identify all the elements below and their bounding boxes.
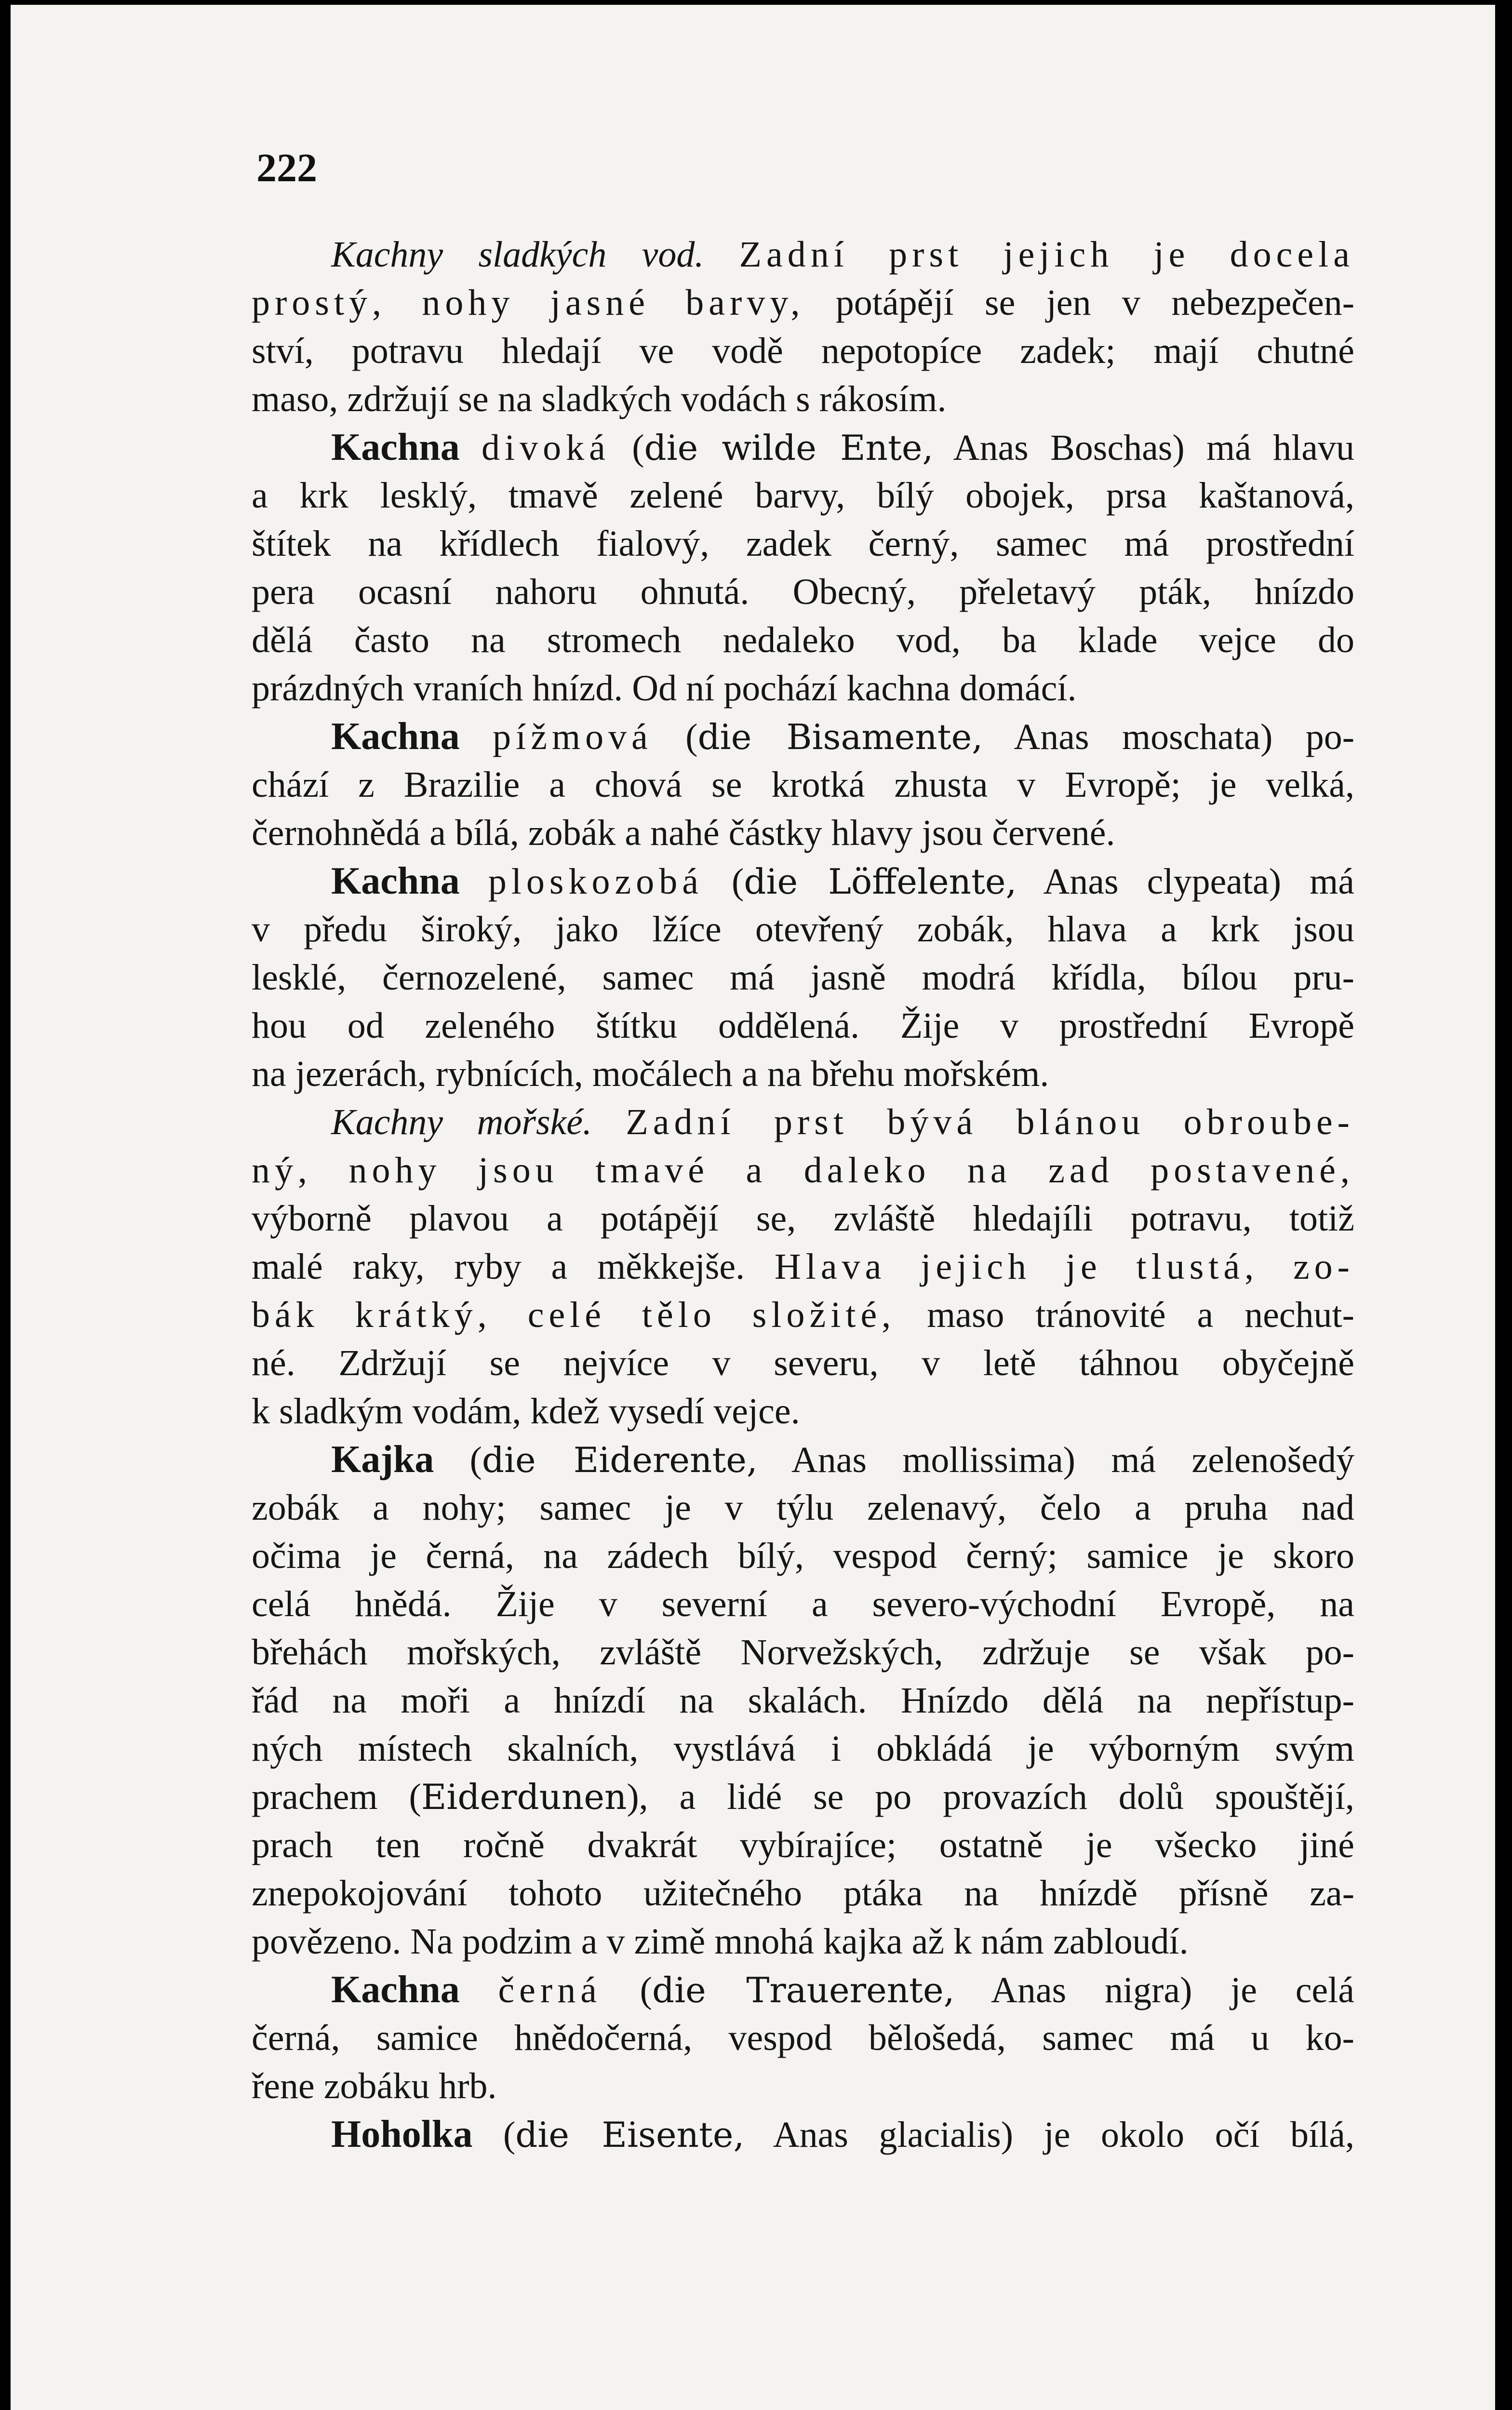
text-run: zobák a nohy; samec je v týlu zelenavý, čelo a pruha nad <box>252 1487 1354 1528</box>
text-run: maso tránovité a nechut- <box>896 1295 1354 1335</box>
text-line <box>252 761 1354 809</box>
text-line <box>252 1194 1354 1243</box>
text-run: Zadní prst jejich je docela <box>739 234 1354 275</box>
text-run: Anas nigra) je celá <box>954 1970 1354 2010</box>
text-run: divoká <box>482 428 610 468</box>
text-run: ných místech skalních, vystlává i obkládá je výborným svým <box>252 1728 1354 1769</box>
text-run: die Löffelente, <box>744 861 1017 902</box>
text-run: dělá často na stromech nedaleko vod, ba klade vejce do <box>252 620 1354 660</box>
text-line <box>252 857 1354 905</box>
text-run: řene zobáku hrb. <box>252 2066 497 2106</box>
text-line <box>252 2014 1354 2062</box>
page-number: 222 <box>256 146 317 190</box>
text-run: Kajka <box>331 1438 434 1481</box>
text-line <box>252 1966 1354 2014</box>
text-run: malé raky, ryby a měkkejše. <box>252 1246 745 1287</box>
text-line <box>252 279 1354 327</box>
text-run: Anas mollissima) má zelenošedý <box>757 1440 1354 1480</box>
text-run: die Trauerente, <box>652 1970 955 2010</box>
text-run: Kachny sladkých vod. <box>331 234 704 275</box>
text-run: prostý, nohy jasné barvy, <box>252 282 805 323</box>
text-run: bák krátký, celé tělo složité, <box>252 1295 896 1335</box>
text-run <box>592 1102 626 1142</box>
text-run: ( <box>703 861 744 902</box>
text-line <box>252 1725 1354 1773</box>
text-run: Kachna <box>331 1968 460 2011</box>
text-run: štítek na křídlech fialový, zadek černý, samec má prostřední <box>252 523 1354 564</box>
text-line <box>252 1676 1354 1725</box>
text-line <box>252 2062 1354 2110</box>
text-run: řád na moři a hnízdí na skalách. Hnízdo dělá na nepřístup- <box>252 1680 1354 1721</box>
text-run: černá, samice hnědočerná, vespod bělošedá, samec má u ko- <box>252 2018 1354 2058</box>
text-line <box>252 809 1354 857</box>
text-line <box>252 712 1354 761</box>
text-run: povězeno. Na podzim a v zimě mnohá kajka až k nám zabloudí. <box>252 1921 1189 1962</box>
text-run: hou od zeleného štítku oddělená. Žije v prostřední Evropě <box>252 1005 1354 1046</box>
text-run <box>460 861 488 902</box>
text-line <box>252 520 1354 568</box>
text-line <box>252 1869 1354 1917</box>
text-run: k sladkým vodám, kdež vysedí vejce. <box>252 1391 800 1432</box>
text-run: die Eisente, <box>515 2115 745 2155</box>
text-line <box>252 1387 1354 1435</box>
text-run: Eiderdunen <box>421 1777 627 1817</box>
text-line <box>252 1532 1354 1580</box>
text-run: výborně plavou a potápějí se, zvláště hledajíli potravu, totiž <box>252 1198 1354 1239</box>
text-run: ný, nohy jsou tmavé a daleko na zad postavené, <box>252 1150 1354 1191</box>
text-run: prach ten ročně dvakrát vybírajíce; ostatně je všecko jiné <box>252 1825 1354 1865</box>
text-run: černohnědá a bílá, zobák a nahé částky hlavy jsou červené. <box>252 813 1115 853</box>
text-line <box>252 471 1354 520</box>
text-run: Anas clypeata) má <box>1017 861 1354 902</box>
text-line <box>252 1917 1354 1966</box>
book-page <box>11 5 1495 2410</box>
text-run: Kachna <box>331 715 460 758</box>
text-run: potápějí se jen v nebezpečen- <box>804 282 1354 323</box>
text-run: očima je černá, na zádech bílý, vespod černý; samice je skoro <box>252 1536 1354 1576</box>
text-run: prázdných vraních hnízd. Od ní pochází kachna domácí. <box>252 668 1077 709</box>
text-run: ( <box>610 428 644 468</box>
text-run: břehách mořských, zvláště Norvežských, zdržuje se však po- <box>252 1632 1354 1673</box>
text-run: die Bisamente, <box>697 717 983 757</box>
text-line <box>252 1050 1354 1098</box>
text-line <box>252 1580 1354 1628</box>
text-line <box>252 327 1354 375</box>
text-line <box>252 616 1354 664</box>
text-line <box>252 2110 1354 2158</box>
text-run: Zadní prst bývá blánou obroube- <box>626 1102 1354 1142</box>
text-run: Anas glacialis) je okolo očí bílá, <box>744 2115 1354 2155</box>
text-run: né. Zdržují se nejvíce v severu, v letě táhnou obyčejně <box>252 1343 1354 1383</box>
text-run: ství, potravu hledají ve vodě nepotopíce zadek; mají chutné <box>252 331 1354 371</box>
text-run: Hlava jejich je tlustá, zo- <box>774 1246 1354 1287</box>
text-run: ), a lidé se po provazích dolů spouštějí, <box>627 1777 1354 1817</box>
text-line <box>252 1821 1354 1869</box>
text-run <box>460 1970 498 2010</box>
text-line <box>252 953 1354 1002</box>
text-run <box>704 234 739 275</box>
text-line <box>252 568 1354 616</box>
text-run: lesklé, černozelené, samec má jasně modrá křídla, bílou pru- <box>252 957 1354 998</box>
text-run: die wilde Ente, <box>644 428 934 468</box>
text-line <box>252 1773 1354 1821</box>
text-line <box>252 1098 1354 1146</box>
text-line <box>252 664 1354 712</box>
text-line <box>252 1339 1354 1387</box>
text-run: ( <box>434 1440 482 1480</box>
text-run: prachem ( <box>252 1777 421 1817</box>
text-run: Anas moschata) po- <box>983 717 1354 757</box>
text-run: a krk lesklý, tmavě zelené barvy, bílý obojek, prsa kaštanová, <box>252 475 1354 516</box>
text-run: Kachna <box>331 860 460 902</box>
text-run: znepokojování tohoto užitečného ptáka na hnízdě přísně za- <box>252 1873 1354 1914</box>
text-line <box>252 1243 1354 1291</box>
text-line <box>252 1002 1354 1050</box>
text-run: chází z Brazilie a chová se krotká zhusta v Evropě; je velká, <box>252 764 1354 805</box>
text-run: celá hnědá. Žije v severní a severo-východní Evropě, na <box>252 1584 1354 1624</box>
text-run: na jezerách, rybnících, močálech a na břehu mořském. <box>252 1054 1049 1094</box>
text-run: die Eiderente, <box>482 1440 758 1480</box>
text-run <box>745 1246 775 1287</box>
text-line <box>252 230 1354 279</box>
text-line <box>252 1484 1354 1532</box>
text-run: ( <box>601 1970 652 2010</box>
text-run: Kachna <box>331 426 460 469</box>
text-run: maso, zdržují se na sladkých vodách s rákosím. <box>252 379 947 419</box>
text-line <box>252 1628 1354 1676</box>
text-line <box>252 1435 1354 1484</box>
text-run: ( <box>472 2115 516 2155</box>
text-run: ploskozobá <box>488 861 703 902</box>
text-line <box>252 1291 1354 1339</box>
text-run: Anas Boschas) má hlavu <box>933 428 1354 468</box>
text-run: Hoholka <box>331 2113 473 2156</box>
text-run: pížmová <box>493 717 653 757</box>
text-run: v předu široký, jako lžíce otevřený zobák, hlava a krk jsou <box>252 909 1354 950</box>
text-line <box>252 1146 1354 1194</box>
text-line <box>252 375 1354 423</box>
text-run <box>460 428 482 468</box>
text-line <box>252 423 1354 471</box>
text-run <box>460 717 493 757</box>
text-run: pera ocasní nahoru ohnutá. Obecný, přeletavý pták, hnízdo <box>252 572 1354 612</box>
text-run: Kachny mořské. <box>331 1102 592 1142</box>
body-text <box>252 230 1354 2158</box>
text-run: ( <box>652 717 698 757</box>
text-run: černá <box>498 1970 602 2010</box>
text-line <box>252 905 1354 953</box>
